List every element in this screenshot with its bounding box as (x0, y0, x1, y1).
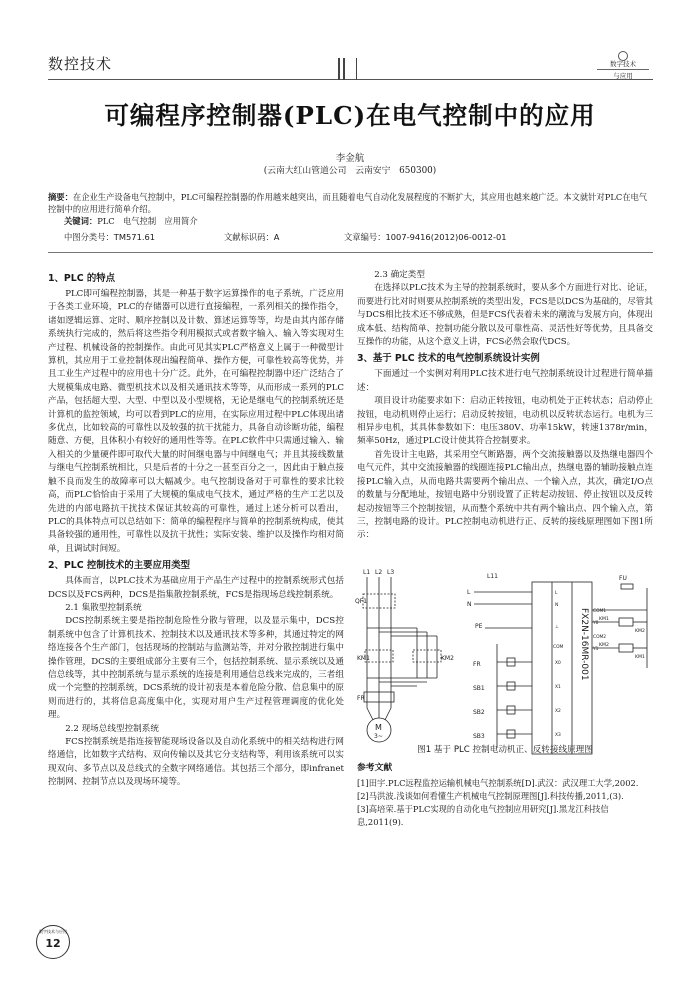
terminal-label: N (555, 603, 559, 608)
phase-label: L1 (363, 569, 371, 576)
terminal-label: COM1 (593, 609, 607, 614)
paragraph: 具体而言，以PLC技术为基础应用于产品生产过程中的控制系统形式包括DCS以及FCS两种，DCS是指集散控制系统，FCS是指现场总线控制系统。 (48, 576, 344, 600)
line-n-label: N (467, 601, 472, 608)
journal-badge-bottom: 与应用 (613, 72, 633, 80)
button-label: SB3 (473, 733, 485, 740)
breaker-label: QF1 (355, 598, 367, 605)
line-l-label: L (467, 589, 471, 596)
paragraph: 在选择以PLC技术为主导的控制系统时，要从多个方面进行对比、论证，而要进行比对时则要从控制系统的类型出发，FCS是以DCS为基础的，尽管其与DCS相比技术还不够成熟，但是FCS代表着未来的潮流与发展方向，体现出成本低、结构简单、控制功能分散以及可靠性高、灵活性好等优势，且具备交互操作的功能，从这个意义上讲，FCS必然会取代DCS。 (357, 283, 653, 348)
coil-km1-symbol (619, 644, 633, 652)
terminal-label: COM (553, 645, 564, 650)
coil-label: KM2 (635, 629, 645, 634)
section-heading: 2、PLC 控制技术的主要应用类型 (48, 560, 191, 572)
paragraph: 项目设计功能要求如下：启动正转按钮，电动机处于正转状态；启动停止按钮，电动机则停止运行；启动反转按钮，电动机以反转状态运行。电机为三相异步电机，其具体参数如下：电压380V、功率15kW，转速1378r/min，频率50Hz，通过PLC设计使其符合控制要求。 (357, 396, 653, 447)
abstract-text: 在企业生产设备电气控制中，PLC可编程控制器的作用越来越突出，而且随着电气自动化发展程度的不断扩大，其应用也越来越广泛。本文就针对PLC在电气控制中的应用进行简单介绍。 (48, 192, 648, 215)
terminal-label: X0 (555, 661, 561, 666)
references (357, 762, 653, 829)
phase-label: L2 (375, 569, 383, 576)
paragraph: PLC即可编程控制器，其是一种基于数字运算操作的电子系统，广泛应用于各类工业环境，PLC的存储器可以进行直接编程，一系列相关的操作指令，诸如逻辑运算、定时、顺序控制以及计数、算述运算等等，均是由其内部存储系统执行完成的，然后将这些指令利用模拟式或者数字输入、输入等实现对生产过程、机械设备的控制操作。由此可见其实PLC严格意义上属于一种微型计算机，其应用于工业控制体现出编程简单、操作方便，可靠性较高等优势，并且工业生产过程中的应用也十分广泛。此外，在可编程控制器中还广泛结合了大规模集成电路、微型机技术以及相关通讯技术等等，从而形成一系列的PLC产品，包括超大型、大型、中型以及小型规格，无论是继电气的控制系统还是计算机的监控领域，均可以看到PLC的应用，在实际应用过程中PLC体现出诸多优点，比如较高的可靠性以及较强的抗干扰能力，具备自动诊断功能，编程随意、方便，且体积小有较好的通用性等等。在PLC软件中只需通过输入、输入相关的少量硬件即可取代大量的时间继电器与中间继电气；并且其接线数量与继电气控制系统相比，只是后者的十分之一甚至百分之一，因此由于触点接触不良而发生的故障率可以大幅减少。电气控制设备对于可靠性的要求比较高，而PLC恰恰由于采用了大规模的集成电气技术，通过严格的生产工艺以及先进的内部电路抗干扰技术保证其较高的可靠性，通过上述分析可以看出，PLC的具体特点可以总结如下：简单的编程程序与简单的控制系统构成，使其具备较强的通用性，可靠性以及抗干扰性；实际安装、维护以及操作均相对简单，且调试时间短。 (48, 289, 344, 554)
clc-number: 中图分类号：TM571.61 (64, 232, 156, 242)
keywords-label: 关键词： (64, 216, 98, 226)
header-divider-bar (343, 58, 345, 80)
section-heading: 3、基于 PLC 技术的电气控制系统设计实例 (357, 353, 540, 365)
terminal-label: Y1 (593, 647, 599, 652)
terminal-label: ⊥ (555, 625, 559, 630)
right-column (357, 269, 653, 543)
paragraph: 下面通过一个实例对利用PLC技术进行电气控制系统设计过程进行简单描述： (357, 369, 653, 393)
plc-model-label: FX2N-16MR-001 (579, 608, 589, 681)
l11-label: L11 (487, 573, 498, 580)
page-number-badge (36, 925, 70, 959)
paragraph: DCS控制系统主要是指控制危险性分散与管理，以及显示集中，DCS控制系统中包含了计算机技术、控制技术以及通讯技术等多种，其通过特定的网络连接各个生产部门，包括现场的控制站与监测站等，并对分散控制进行集中操作管理，DCS的主要组成部分主要有三个，包括控制系统、显示系统以及通信总线等，其中控制系统与显示系统的连接是利用通信总线来完成的，三者组成一个完整的控制系统，DCS系统的设计初衷是本着危险分散、信息集中的原则而进行的，其将信息高度集中化，实现对用户生产过程管理调度的优化处理。 (48, 616, 344, 721)
figure-caption: 图1 基于 PLC 控制电动机正、反转接线原理图 (417, 745, 593, 755)
subsection-heading: 2.1 集散型控制系统 (65, 602, 142, 613)
relay-label: FR (357, 695, 365, 702)
contactor-label: KM1 (357, 655, 370, 662)
page-badge-text: 数字技术与应用 (39, 929, 67, 934)
terminal-label: Y0 (593, 621, 599, 626)
section-heading: 1、PLC 的特点 (48, 273, 116, 284)
header-rule (48, 79, 653, 80)
contactor-label: KM2 (441, 655, 454, 662)
article-title: 可编程序控制器(PLC)在电气控制中的应用 (104, 101, 596, 130)
left-column (48, 269, 344, 790)
subsection-heading: 2.3 确定类型 (374, 270, 425, 280)
coil-label: KM1 (635, 655, 645, 660)
keywords-text: PLC 电气控制 应用简介 (97, 216, 198, 226)
motor-phase-label: 3~ (374, 733, 383, 740)
terminal-label: X1 (555, 685, 561, 690)
author: 李金航 (335, 153, 365, 164)
terminal-label: L (555, 591, 558, 596)
output-label: KM2 (599, 643, 609, 648)
article-number: 文章编号：1007-9416(2012)06-0012-01 (344, 232, 507, 242)
affiliation: (云南大红山管道公司 云南安宁 650300) (263, 166, 437, 176)
paragraph: 首先设计主电路，其采用空气断路器，两个交流接触器以及热继电器四个电气元件，其中交流接触器的线圈连接PLC输出点，热继电器的辅助接触点连接PLC输入点，从而电路共需要两个输出点、一个输入点，其次，确定I/O点的数量与分配地址，按钮电路中分别设置了正转起动按钮、停止按钮以及反转起动按钮等三个控制按钮，从而整个系统中共有两个输出点、四个输入点，第三，控制电路的设计。PLC控制电动机进行正、反转的接线原理图如下图1所示： (357, 449, 653, 541)
document-code: 文献标识码：A (224, 232, 280, 242)
header-divider-bar (338, 58, 340, 80)
paragraph: FCS控制系统是指连接智能现场设备以及自动化系统中的相关结构进行网络通信，比如数字式结构、双向传输以及其它分支结构等，利用该系统可以实现双向、多节点以及总线式的全数字网络通信。其包括三个部分，即infranet控制网、控制节点以及现场环境等。 (48, 737, 344, 788)
running-header-section: 数控技术 (48, 55, 113, 73)
motor-label: M (375, 723, 382, 732)
header-divider-bar (356, 58, 357, 80)
output-label: KM1 (599, 617, 609, 622)
classification-meta (64, 231, 507, 244)
phase-label: L3 (387, 569, 395, 576)
fuse-symbol (621, 584, 633, 589)
reference-item: [2]马洪波.浅谈如何看懂生产机械电气控制原理图[J].科技传播,2011,(3). (357, 791, 624, 801)
abstract (48, 191, 653, 216)
keywords (64, 215, 198, 228)
reference-item: [1]田宇.PLC远程监控运输机械电气控制系统[D].武汉：武汉理工大学,2002. (357, 778, 639, 788)
pe-label: PE (475, 623, 483, 630)
terminal-label: COM2 (593, 635, 607, 640)
references-heading: 参考文献 (357, 763, 393, 773)
button-label: SB1 (473, 685, 485, 692)
page-number: 12 (45, 937, 61, 950)
abstract-rule (48, 252, 653, 253)
terminal-label: X3 (555, 733, 561, 738)
thermal-contact-label: FR (473, 661, 481, 668)
fuse-label: FU (619, 575, 627, 582)
journal-badge (597, 58, 649, 82)
coil-km2-symbol (619, 618, 633, 626)
wiring-diagram (357, 568, 653, 758)
subsection-heading: 2.2 现场总线型控制系统 (65, 723, 159, 734)
button-label: SB2 (473, 709, 485, 716)
terminal-label: X2 (555, 709, 561, 714)
abstract-label: 摘要： (48, 192, 73, 202)
reference-item: [3]高培荣.基于PLC实现的自动化电气控制应用研究[J].黑龙江科技信息,2011(9). (357, 804, 609, 827)
journal-badge-top: 数字技术 (597, 58, 649, 70)
